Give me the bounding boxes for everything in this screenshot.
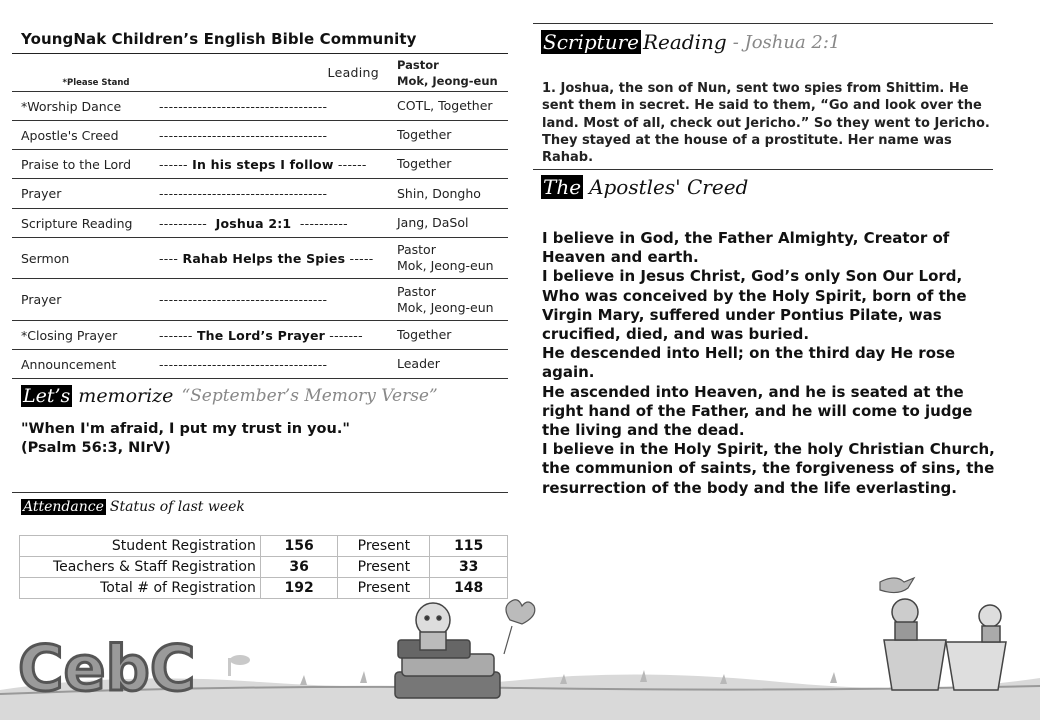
creed-line: He descended into Hell; on the third day He rose again. (542, 344, 956, 382)
table-row: Teachers & Staff Registration 36 Present 33 (20, 557, 508, 578)
table-row: Total # of Registration 192 Present 148 (20, 578, 508, 599)
closing-prayer-title: The Lord’s Prayer (196, 327, 325, 343)
table-row: Announcement ----------------------------------- Leader (12, 350, 508, 379)
sermon-title: Rahab Helps the Spies (182, 250, 346, 266)
praise-song-title: In his steps I follow (192, 156, 334, 172)
girl-reading-books-icon (395, 603, 500, 698)
divider (533, 23, 993, 24)
order-of-service-table (12, 53, 508, 379)
creed-heading: The Apostles' Creed (543, 175, 749, 199)
creed-line: I believe in the Holy Spirit, the holy Christian Church, the communion of saints, the forgiveness of sins, the resurrection of the body and the life everlasting. (542, 440, 995, 497)
leading-label: Leading (151, 54, 387, 92)
sprout-icon (228, 655, 250, 676)
memory-verse-text: "When I'm afraid, I put my trust in you." (21, 421, 350, 437)
memory-verse-reference: (Psalm 56:3, NIrV) (21, 440, 171, 456)
head-leader: Pastor Mok, Jeong-eun (387, 54, 508, 92)
divider (12, 492, 508, 493)
memory-verse-heading: Let’s memorize “September’s Memory Verse” (23, 385, 438, 407)
balloon-icon (504, 600, 535, 654)
table-row: Scripture Reading ---------- Joshua 2:1 ---------- Jang, DaSol (12, 209, 508, 238)
table-row: Prayer ----------------------------------- Shin, Dongho (12, 179, 508, 209)
divider (533, 169, 993, 170)
scripture-ref: Joshua 2:1 (215, 215, 292, 231)
table-row: *Worship Dance ----------------------------------- COTL, Together (12, 92, 508, 121)
table-row: *Closing Prayer ------- The Lord’s Prayer ------- Together (12, 321, 508, 350)
children-in-flowerpots-icon (884, 599, 1006, 690)
creed-line: I believe in Jesus Christ, God’s only Son Our Lord, (542, 267, 963, 286)
dash-line: ----------------------------------- (151, 350, 387, 379)
table-row: Prayer ----------------------------------- Pastor Mok, Jeong-eun (12, 279, 508, 321)
order-title: YoungNak Children’s English Bible Community (21, 30, 417, 48)
bottom-illustration (0, 560, 1040, 720)
creed-line: Who was conceived by the Holy Spirit, born of the Virgin Mary, suffered under Pontius Pilate, was crucified, died, and was buried. (542, 286, 967, 344)
attendance-heading: Attendance Status of last week (23, 499, 245, 515)
table-row: Apostle's Creed ----------------------------------- Together (12, 121, 508, 150)
svg-text:CebC: CebC (18, 632, 196, 705)
scripture-text: 1. Joshua, the son of Nun, sent two spies from Shittim. He sent them in secret. He said to them, “Go and look over the land. Most of all, check out Jericho.” So they went to Jericho. They stayed at the house of a prostitute. Her name was Rahab. (542, 81, 990, 166)
cebc-logo (18, 632, 195, 705)
dash-line: ----------------------------------- (151, 92, 387, 121)
table-row: Sermon ---- Rahab Helps the Spies ----- Pastor Mok, Jeong-eun (12, 238, 508, 279)
creed-line: He ascended into Heaven, and he is seated at the right hand of the Father, and he will come to judge the living and the dead. (542, 382, 973, 440)
creed-line: I believe in God, the Father Almighty, Creator of Heaven and earth. (542, 229, 950, 267)
table-row: Student Registration 156 Present 115 (20, 536, 508, 557)
dash-line: ----------------------------------- (151, 121, 387, 150)
order-header-row (12, 54, 508, 92)
watering-can-icon (880, 578, 914, 593)
table-row: Praise to the Lord ------ In his steps I follow ------ Together (12, 150, 508, 179)
scripture-heading: Scripture Reading - Joshua 2:1 (543, 30, 841, 54)
creed-text (542, 229, 997, 498)
please-stand-note: *Please Stand (62, 77, 130, 88)
dash-line: ----------------------------------- (151, 179, 387, 209)
dash-line: ----------------------------------- (151, 279, 387, 321)
